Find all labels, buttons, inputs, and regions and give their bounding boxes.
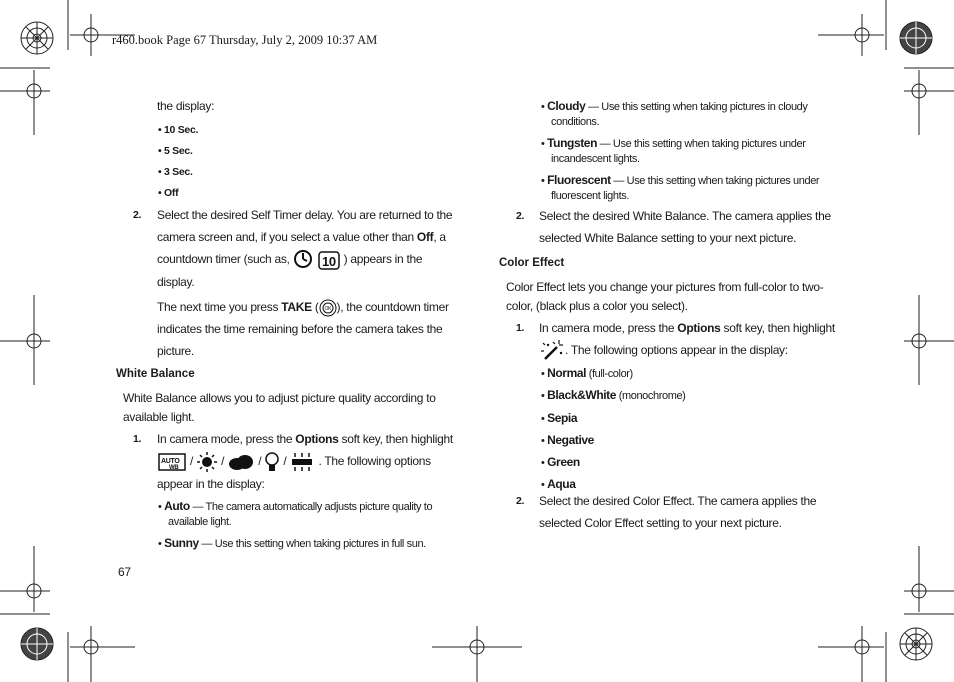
step-number: 1. <box>516 322 525 334</box>
svg-text:10: 10 <box>321 253 336 269</box>
book-header: r460.book Page 67 Thursday, July 2, 2009 10:37 AM <box>112 33 378 47</box>
white-balance-heading: White Balance <box>116 368 195 380</box>
registration-mark-icon <box>900 22 932 54</box>
effects-list <box>541 363 685 497</box>
registration-mark-icon <box>21 628 53 660</box>
svg-text:WB: WB <box>169 464 179 471</box>
white-balance-intro: White Balance allows you to adjust picture quality according to available light. <box>123 391 436 424</box>
svg-text:OK: OK <box>324 305 331 312</box>
intro-text: the display: <box>157 99 215 113</box>
fluorescent-option: • Fluorescent — Use this setting when taking pictures under fluorescent lights. <box>541 173 820 202</box>
self-timer-step <box>133 204 477 362</box>
step-text: In camera mode, press the Options soft key, then highlight <box>539 321 835 335</box>
registration-mark-icon <box>900 628 932 660</box>
step-text: camera screen and, if you select a value other than Off, a <box>157 230 446 244</box>
color-effect-heading: Color Effect <box>499 257 565 269</box>
tungsten-icon <box>264 451 280 473</box>
white-balance-step1 <box>133 428 477 495</box>
timer-options-list <box>158 120 198 204</box>
step-text: indicates the time remaining before the camera takes the <box>157 321 443 336</box>
step-number: 2. <box>133 209 142 221</box>
step-text: Select the desired White Balance. The camera applies the <box>539 209 831 223</box>
step-text: In camera mode, press the Options soft key, then highlight <box>157 432 453 446</box>
step-number: 2. <box>516 495 525 507</box>
step-text: Select the desired Color Effect. The camera applies the <box>539 494 817 508</box>
list-item: • Green <box>541 455 580 470</box>
list-item: • 5 Sec. <box>158 145 193 157</box>
step-number: 1. <box>133 433 142 445</box>
fluorescent-icon <box>289 452 315 472</box>
list-item: • Off <box>158 187 179 199</box>
step-text: appear in the display: <box>157 476 265 491</box>
ok-key-icon <box>319 299 337 317</box>
step-text: . The following options appear in the display: <box>539 339 859 363</box>
step-text: display. <box>157 274 195 289</box>
list-item: • Black&White (monochrome) <box>541 388 686 403</box>
step-text: The next time you press TAKE ( OK ), the countdown timer <box>157 296 477 318</box>
sunny-option: • Sunny — Use this setting when taking pictures in full sun. <box>158 536 426 550</box>
color-effect-step2 <box>516 490 859 534</box>
list-item: • Aqua <box>541 477 576 492</box>
page-number: 67 <box>118 565 131 579</box>
list-item: • Negative <box>541 432 594 447</box>
white-balance-step2 <box>516 205 859 249</box>
svg-text:AUTO: AUTO <box>161 457 180 465</box>
step-text: selected Color Effect setting to your next picture. <box>539 516 782 530</box>
auto-wb-icon <box>157 452 187 472</box>
step-text: AUTO WB / / / / . The following options <box>157 450 477 473</box>
list-item: • 3 Sec. <box>158 166 193 178</box>
cloudy-option: • Cloudy — Use this setting when taking pictures in cloudy conditions. <box>541 99 808 128</box>
tungsten-option: • Tungsten — Use this setting when taking pictures under incandescent lights. <box>541 136 806 165</box>
timer-icon <box>293 249 341 271</box>
color-effect-step1 <box>516 317 859 363</box>
step-text: selected White Balance setting to your next picture. <box>539 231 797 245</box>
list-item: • 10 Sec. <box>158 124 199 136</box>
step-text: Select the desired Self Timer delay. You are returned to the <box>157 208 453 222</box>
step-text: countdown timer (such as, 10 ) appears in the <box>157 248 477 271</box>
auto-option: • Auto — The camera automatically adjusts picture quality to available light. <box>158 499 433 528</box>
color-effect-wand-icon <box>539 339 565 363</box>
cloudy-icon <box>227 452 255 472</box>
color-effect-intro: Color Effect lets you change your pictures from full-color to two- color, (black plus a color you select). <box>506 280 824 313</box>
list-item: • Normal (full-color) <box>541 366 633 380</box>
sunny-icon <box>196 452 218 472</box>
step-number: 2. <box>516 210 525 222</box>
step-text: picture. <box>157 343 194 358</box>
registration-mark-icon <box>21 22 53 54</box>
list-item: • Sepia <box>541 410 578 425</box>
